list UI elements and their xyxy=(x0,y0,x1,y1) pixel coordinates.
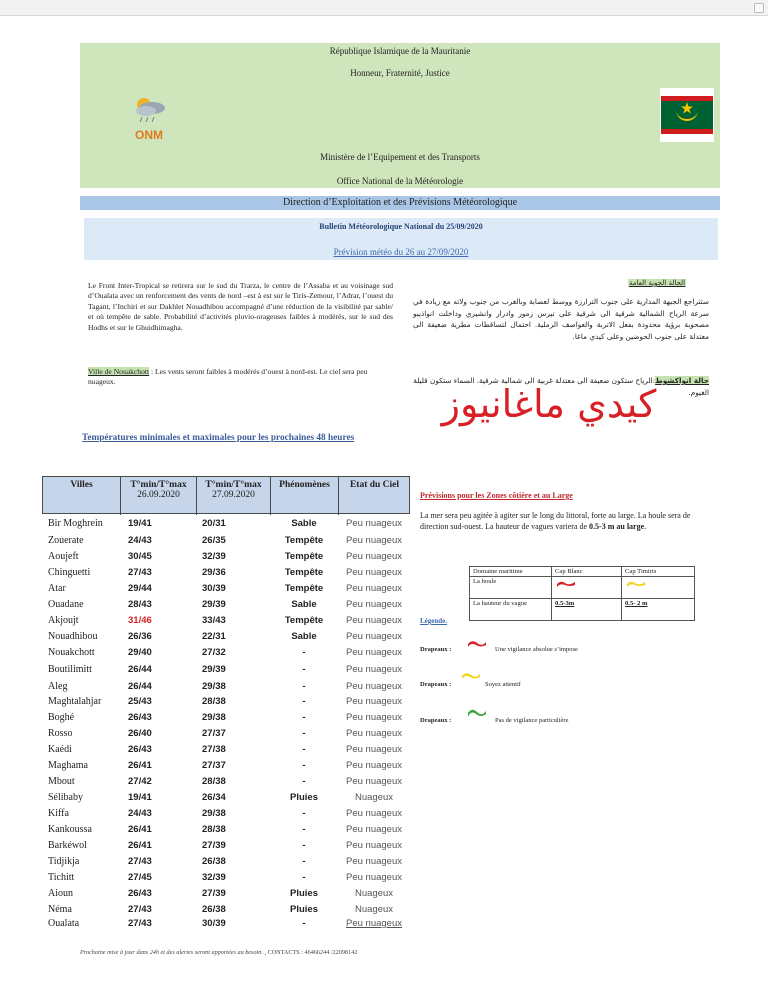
marine-header-cap-blanc: Cap Blanc xyxy=(552,567,622,577)
phenomena-cell: Pluies xyxy=(290,888,318,899)
green-flag-icon xyxy=(466,705,488,719)
city-cell: Oualata xyxy=(48,918,80,929)
sky-cell: Peu nuageux xyxy=(346,567,402,578)
day2-temp-cell: 32/39 xyxy=(202,872,226,883)
day2-temp-cell: 20/31 xyxy=(202,518,226,529)
city-cell: Barkéwol xyxy=(48,840,87,851)
col-day2 xyxy=(197,477,271,515)
phenomena-cell: Sable xyxy=(291,599,317,610)
marine-section-title: Prévisions pour les Zones côtière et au Large xyxy=(420,491,573,500)
day1-temp-cell: 26/40 xyxy=(128,728,152,739)
table-row xyxy=(42,838,410,854)
yellow-flag-icon xyxy=(460,669,482,681)
temperature-section-title: Températures minimales et maximales pour les prochaines 48 heures xyxy=(82,433,355,443)
marine-table xyxy=(469,566,695,621)
table-row xyxy=(42,916,410,932)
sky-cell: Peu nuageux xyxy=(346,776,402,787)
day2-temp-cell: 26/38 xyxy=(202,856,226,867)
bulletin-title: Bulletin Météorologique National du 25/09/2020 xyxy=(319,222,483,231)
sky-cell: Nuageux xyxy=(354,904,394,915)
phenomena-cell: - xyxy=(302,856,306,867)
table-row xyxy=(42,886,410,902)
day1-temp-cell: 26/44 xyxy=(128,664,152,675)
wave-range: 0.5-3 m au large xyxy=(589,522,645,531)
city-cell: Maghama xyxy=(48,760,88,771)
sky-cell: Peu nuageux xyxy=(346,728,402,739)
day1-temp-cell: 26/43 xyxy=(128,888,152,899)
city-cell: Aleg xyxy=(48,681,68,692)
table-row xyxy=(42,790,410,806)
hauteur-cap-blanc: 0.5-3m xyxy=(552,599,622,621)
footer xyxy=(80,949,357,956)
day1-temp-cell: 31/46 xyxy=(128,615,152,626)
sky-cell: Peu nuageux xyxy=(346,840,402,851)
phenomena-cell: - xyxy=(302,744,306,755)
sky-cell: Peu nuageux xyxy=(346,583,402,594)
phenomena-cell: - xyxy=(302,824,306,835)
sky-cell: Peu nuageux xyxy=(346,712,402,723)
day1-temp-cell: 30/45 xyxy=(128,551,152,562)
day1-temp-cell: 26/41 xyxy=(128,824,152,835)
day1-temp-cell: 27/43 xyxy=(128,856,152,867)
city-cell: Tichitt xyxy=(48,872,75,883)
col-day2-label: T°min/T°max xyxy=(205,480,262,490)
phenomena-cell: Pluies xyxy=(290,904,318,915)
day2-temp-cell: 32/39 xyxy=(202,551,226,562)
onm-logo xyxy=(124,95,174,143)
sky-cell: Peu nuageux xyxy=(346,918,402,929)
table-row xyxy=(42,597,410,613)
day1-temp-cell: 26/41 xyxy=(128,760,152,771)
day1-temp-cell: 27/43 xyxy=(128,918,152,929)
legend-green-text: Pas de vigilance particulière xyxy=(495,717,569,724)
day1-temp-cell: 27/43 xyxy=(128,904,152,915)
city-cell: Zouerate xyxy=(48,535,84,546)
table-row xyxy=(42,516,410,532)
city-cell: Boutilimitt xyxy=(48,664,92,675)
hauteur-cap-timiris: 0.5- 2 m xyxy=(622,599,695,621)
city-cell: Aoujeft xyxy=(48,551,79,562)
phenomena-cell: Pluies xyxy=(290,792,318,803)
city-cell: Aioun xyxy=(48,888,73,899)
col-phenomenes: Phénomènes xyxy=(271,477,339,515)
nouakchott-text-ar: :الرياح ستكون ضعيفة الى معتدلة غربية الى شمالية شرقية. السماء ستكون قليلة الغيوم. xyxy=(413,376,709,397)
legend-title: Légende. xyxy=(420,617,448,625)
window-scroll-button[interactable] xyxy=(754,3,764,13)
day1-temp-cell: 26/36 xyxy=(128,631,152,642)
legend-yellow-text: Soyez attentif xyxy=(485,681,521,688)
table-row xyxy=(42,549,410,565)
day2-temp-cell: 27/39 xyxy=(202,840,226,851)
sky-cell: Peu nuageux xyxy=(346,615,402,626)
day1-temp-cell: 24/43 xyxy=(128,535,152,546)
phenomena-cell: Tempête xyxy=(284,615,324,626)
viewer-top-bar xyxy=(0,0,768,16)
drapeaux-label-yellow: Drapeaux : xyxy=(420,681,452,688)
day1-temp-cell: 25/43 xyxy=(128,696,152,707)
phenomena-cell: Sable xyxy=(291,631,317,642)
day2-temp-cell: 28/38 xyxy=(202,776,226,787)
sky-cell: Peu nuageux xyxy=(346,696,402,707)
day2-temp-cell: 29/38 xyxy=(202,808,226,819)
table-row xyxy=(42,806,410,822)
ministry-name: Ministère de l’Equipement et des Transports xyxy=(320,152,480,162)
marine-row-houle: La houle xyxy=(470,577,552,599)
day1-temp-cell: 26/44 xyxy=(128,681,152,692)
day1-temp-cell: 29/44 xyxy=(128,583,152,594)
sky-cell: Peu nuageux xyxy=(346,518,402,529)
phenomena-cell: Tempête xyxy=(284,583,324,594)
table-row xyxy=(42,629,410,645)
day1-temp-cell: 26/43 xyxy=(128,712,152,723)
table-row xyxy=(42,533,410,549)
temperature-table-header xyxy=(42,476,410,514)
general-situation-title-ar: الحالة الجوية العامة xyxy=(629,279,686,287)
day1-temp-cell: 29/40 xyxy=(128,647,152,658)
table-row xyxy=(42,854,410,870)
table-row xyxy=(42,662,410,678)
phenomena-cell: - xyxy=(302,840,306,851)
sky-cell: Nuageux xyxy=(354,888,394,899)
city-cell: Sélibaby xyxy=(48,792,83,803)
footer-note: Prochaine mise à jour dans 24h et des alertes seront apportées au besoin. xyxy=(80,949,263,956)
city-cell: Bir Moghrein xyxy=(48,518,103,529)
day1-temp-cell: 24/43 xyxy=(128,808,152,819)
day2-temp-cell: 27/32 xyxy=(202,647,226,658)
day2-temp-cell: 27/38 xyxy=(202,744,226,755)
city-cell: Tidjikja xyxy=(48,856,80,867)
day2-temp-cell: 22/31 xyxy=(202,631,226,642)
table-row xyxy=(42,565,410,581)
col-etat-ciel: Etat du Ciel xyxy=(349,480,400,490)
footer-contacts: , CONTACTS : 46466244 /22098142 xyxy=(262,949,358,956)
day2-temp-cell: 29/39 xyxy=(202,664,226,675)
phenomena-cell: - xyxy=(302,760,306,771)
national-motto: Honneur, Fraternité, Justice xyxy=(350,68,450,78)
city-cell: Mbout xyxy=(48,776,75,787)
day2-temp-cell: 26/35 xyxy=(202,535,226,546)
sky-cell: Peu nuageux xyxy=(346,760,402,771)
day2-temp-cell: 29/38 xyxy=(202,681,226,692)
city-cell: Néma xyxy=(48,904,72,915)
phenomena-cell: - xyxy=(302,776,306,787)
general-situation-fr: Le Front Inter-Tropical se retirera sur le sud du Trarza, le centre de l’Assaba et au voisinage sud d’Oualata avec un renforcement des vents de nord –est à est sur le Tiris-Zemour, l’Adrar, l’ouest du Tagant, l’Inchiri et sur Dakhlet Nouadhibou accompagné d’une réduction de la visibilité par sable/ et où tempête de sable. Probabilité d’activités pluvio-orageuses faibles à modérés, sur le sud des Hodhs et sur le Ghuidhimagha. xyxy=(88,281,393,332)
day1-temp-cell: 27/45 xyxy=(128,872,152,883)
day2-temp-cell: 28/38 xyxy=(202,696,226,707)
forecast-link[interactable]: Prévision météo du 26 au 27/09/2020 xyxy=(333,247,469,257)
city-cell: Rosso xyxy=(48,728,73,739)
phenomena-cell: - xyxy=(302,647,306,658)
phenomena-cell: - xyxy=(302,664,306,675)
day1-temp-cell: 26/43 xyxy=(128,744,152,755)
col-day1-date: 26.09.2020 xyxy=(137,490,180,500)
phenomena-cell: - xyxy=(302,872,306,883)
city-cell: Atar xyxy=(48,583,66,594)
phenomena-cell: - xyxy=(302,681,306,692)
legend-red-text: Une vigilance absolue s’impose xyxy=(495,646,578,653)
day2-temp-cell: 30/39 xyxy=(202,918,226,929)
nouakchott-forecast-fr xyxy=(88,367,393,388)
phenomena-cell: Tempête xyxy=(284,535,324,546)
day2-temp-cell: 27/37 xyxy=(202,760,226,771)
day1-temp-cell: 28/43 xyxy=(128,599,152,610)
sky-cell: Peu nuageux xyxy=(346,631,402,642)
houle-cap-blanc-flag xyxy=(552,577,622,599)
table-row xyxy=(42,822,410,838)
sky-cell: Nuageux xyxy=(354,792,394,803)
city-cell: Chinguetti xyxy=(48,567,91,578)
day2-temp-cell: 33/43 xyxy=(202,615,226,626)
marine-text-a: La mer sera peu agitée à agiter sur le long du littoral, forte au large. La houle sera de direction sud-ouest. La hauteur de vagues variera de xyxy=(420,511,691,531)
table-row xyxy=(42,710,410,726)
marine-row-hauteur: La hauteur du vague xyxy=(470,599,552,621)
table-row xyxy=(42,679,410,695)
phenomena-cell: Tempête xyxy=(284,551,324,562)
direction-banner: Direction d’Exploitation et des Prévisions Météorologique xyxy=(80,196,720,210)
table-row xyxy=(42,774,410,790)
phenomena-cell: Sable xyxy=(291,518,317,529)
day1-temp-cell: 27/42 xyxy=(128,776,152,787)
city-cell: Akjoujt xyxy=(48,615,79,626)
day1-temp-cell: 26/41 xyxy=(128,840,152,851)
city-cell: Boghé xyxy=(48,712,75,723)
city-cell: Kiffa xyxy=(48,808,69,819)
marine-header-domain: Domaine maritime xyxy=(470,567,552,577)
republic-title: République Islamique de la Mauritanie xyxy=(329,46,471,56)
table-row xyxy=(42,758,410,774)
city-cell: Nouadhibou xyxy=(48,631,98,642)
day2-temp-cell: 28/38 xyxy=(202,824,226,835)
drapeaux-label-red: Drapeaux : xyxy=(420,646,452,653)
table-row xyxy=(42,613,410,629)
city-cell: Ouadane xyxy=(48,599,84,610)
marine-text-b: . xyxy=(644,522,647,531)
day2-temp-cell: 29/38 xyxy=(202,712,226,723)
table-row xyxy=(42,726,410,742)
sky-cell: Peu nuageux xyxy=(346,808,402,819)
yellow-flag-icon xyxy=(625,578,647,588)
office-name: Office National de la Météorologie xyxy=(336,176,464,186)
day2-temp-cell: 26/38 xyxy=(202,904,226,915)
drapeaux-label-green: Drapeaux : xyxy=(420,717,452,724)
houle-cap-timiris-flag xyxy=(622,577,695,599)
sky-cell: Peu nuageux xyxy=(346,664,402,675)
col-day1 xyxy=(121,477,197,515)
day1-temp-cell: 19/41 xyxy=(128,518,152,529)
nouakchott-label-fr: Ville de Nouakchott xyxy=(88,367,150,376)
col-villes: Villes xyxy=(43,477,121,515)
sky-cell: Peu nuageux xyxy=(346,856,402,867)
day1-temp-cell: 27/43 xyxy=(128,567,152,578)
mauritania-flag-icon xyxy=(660,88,714,142)
red-flag-icon xyxy=(555,578,577,588)
city-cell: Kankoussa xyxy=(48,824,92,835)
sky-cell: Peu nuageux xyxy=(346,551,402,562)
phenomena-cell: - xyxy=(302,712,306,723)
phenomena-cell: - xyxy=(302,808,306,819)
table-row xyxy=(42,694,410,710)
city-cell: Nouakchott xyxy=(48,647,95,658)
day2-temp-cell: 26/34 xyxy=(202,792,226,803)
day2-temp-cell: 29/36 xyxy=(202,567,226,578)
phenomena-cell: - xyxy=(302,918,306,929)
document-header xyxy=(80,43,720,188)
bulletin-banner xyxy=(84,218,718,260)
sky-cell: Peu nuageux xyxy=(346,647,402,658)
phenomena-cell: - xyxy=(302,728,306,739)
nouakchott-label-ar: حالة انواكشوط xyxy=(655,376,709,385)
sky-cell: Peu nuageux xyxy=(346,744,402,755)
day2-temp-cell: 27/39 xyxy=(202,888,226,899)
phenomena-cell: - xyxy=(302,696,306,707)
table-row xyxy=(42,645,410,661)
sky-cell: Peu nuageux xyxy=(346,599,402,610)
table-row xyxy=(42,742,410,758)
table-row xyxy=(42,581,410,597)
onm-logo-text: ONM xyxy=(135,128,163,142)
sky-cell: Peu nuageux xyxy=(346,872,402,883)
sky-cell: Peu nuageux xyxy=(346,535,402,546)
col-day2-date: 27.09.2020 xyxy=(212,490,255,500)
sky-cell: Peu nuageux xyxy=(346,681,402,692)
red-flag-icon xyxy=(466,637,488,649)
day2-temp-cell: 27/37 xyxy=(202,728,226,739)
nouakchott-text-fr: : Les vents seront faibles à modérés d’ouest à nord-est. Le ciel sera peu nuageux. xyxy=(88,367,368,387)
day1-temp-cell: 19/41 xyxy=(128,792,152,803)
marine-header-cap-timiris: Cap Timiris xyxy=(622,567,695,577)
day2-temp-cell: 30/39 xyxy=(202,583,226,594)
general-situation-ar: ستتراجع الجبهة المدارية على جنوب الترارزة ووسط لعصابة وبالغرب من جنوب ولاته مع زيادة في سرعة الرياح الشمالية شرقية الى شرقية على تيرس زمور وادرار وانشيري وداخلت انواذيبو مصحوبة برؤية محدودة بفعل الاتربة والعواصف الرملية. احتمال لتساقطات مطرية ضعيفة الى معتدلة على جنوب الحوضين وعلى كيدي ماغا. xyxy=(413,297,709,341)
table-row xyxy=(42,870,410,886)
news-watermark: كيدي ماغانيوز xyxy=(441,382,657,426)
sky-cell: Peu nuageux xyxy=(346,824,402,835)
marine-forecast-text xyxy=(420,510,712,532)
phenomena-cell: Tempête xyxy=(284,567,324,578)
col-day1-label: T°min/T°max xyxy=(130,480,187,490)
city-cell: Maghtalahjar xyxy=(48,696,102,707)
day2-temp-cell: 29/39 xyxy=(202,599,226,610)
city-cell: Kaédi xyxy=(48,744,72,755)
